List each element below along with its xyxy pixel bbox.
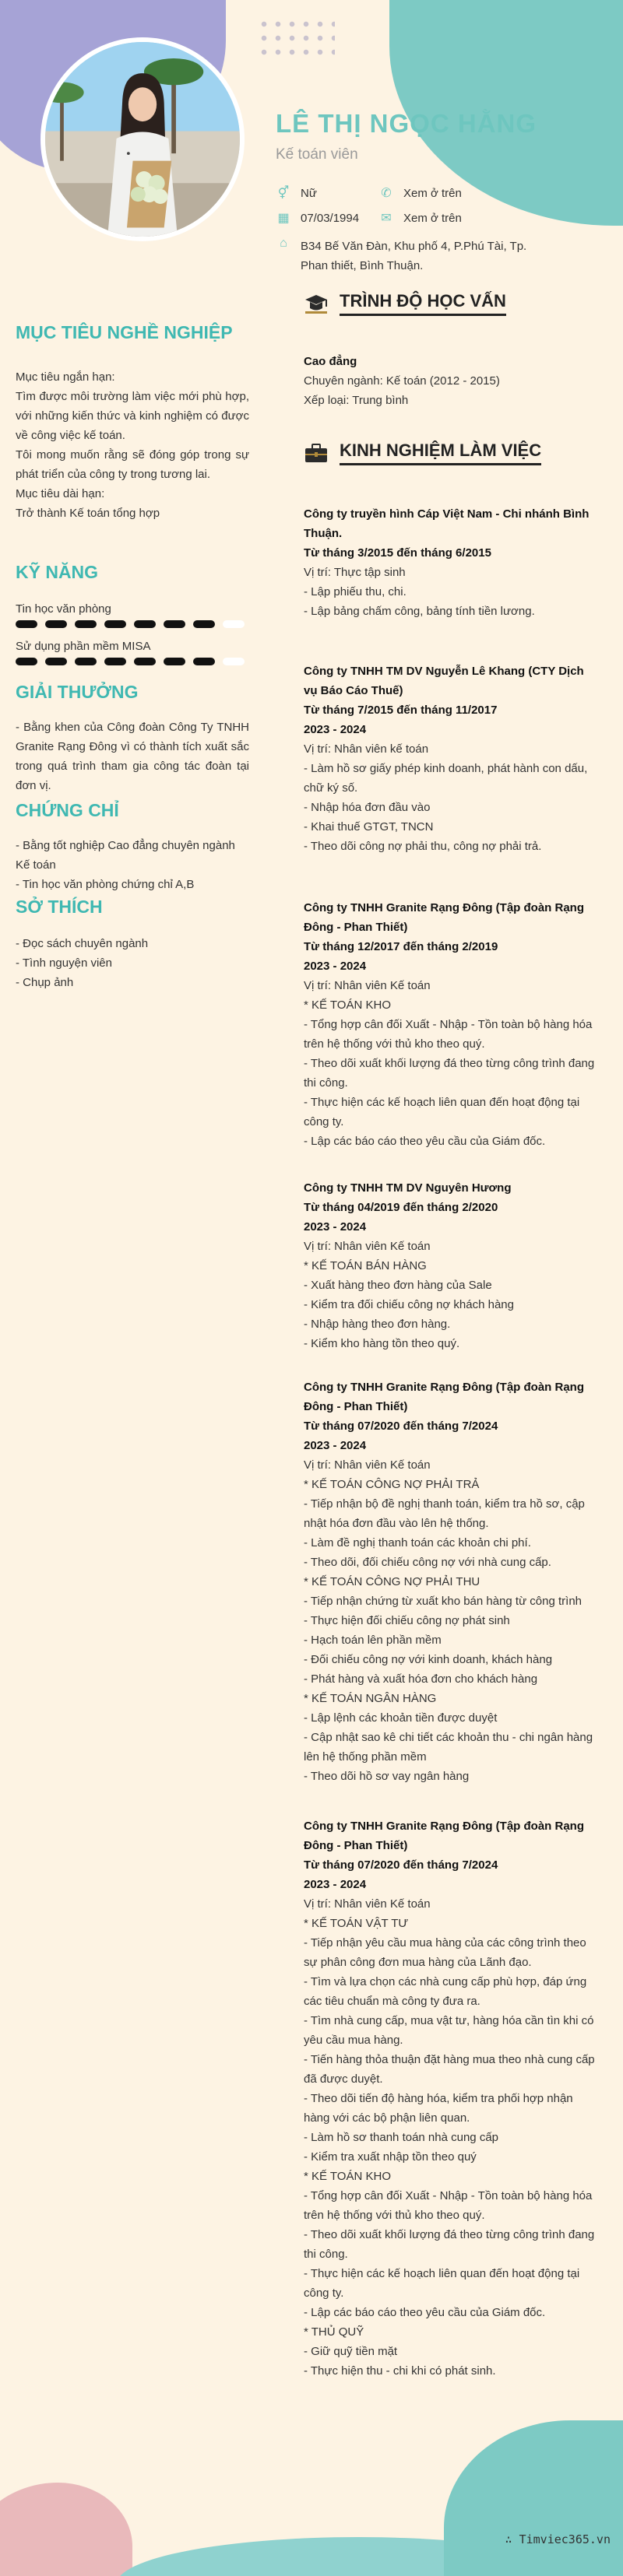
awards-heading: GIẢI THƯỞNG <box>16 682 139 702</box>
job-detail-line: * KẾ TOÁN CÔNG NỢ PHẢI THU <box>304 1575 480 1588</box>
skill-bar-segment <box>134 620 156 628</box>
job-entry <box>304 662 600 856</box>
job-detail-line: - Làm hồ sơ giấy phép kinh doanh, phát hành con dấu, chữ ký số. <box>304 762 588 795</box>
job-detail-line: * THỦ QUỸ <box>304 2325 364 2339</box>
awards-text: - Bằng khen của Công đoàn Công Ty TNHH Granite Rạng Đông vì có thành tích xuất sắc trong quá trình tham gia công tác đoàn tại đơn vị. <box>16 721 249 792</box>
job-detail-line: - Theo dõi xuất khối lượng đá theo từng công trình đang thi công. <box>304 1057 595 1090</box>
experience-heading: KINH NGHIỆM LÀM VIỆC <box>340 440 541 465</box>
objective-line: Tôi mong muốn rằng sẽ đóng góp trong sự phát triển của công ty trong tương lai. <box>16 448 249 481</box>
job-detail-line: - Theo dõi công nợ phải thu, công nợ phải trả. <box>304 840 542 853</box>
job-period: Từ tháng 04/2019 đến tháng 2/2020 <box>304 1201 498 1214</box>
education-school: Cao đẳng <box>304 355 357 368</box>
experience-section-header <box>304 440 541 465</box>
address-value <box>301 237 526 275</box>
job-detail-line: - Nhập hàng theo đơn hàng. <box>304 1318 451 1331</box>
certificates-list <box>16 836 249 894</box>
job-detail-line: - Lập phiếu thu, chi. <box>304 585 407 598</box>
job-detail-line: - Khai thuế GTGT, TNCN <box>304 820 434 834</box>
home-icon: ⌂ <box>280 237 287 250</box>
job-detail-line: - Tìm và lựa chọn các nhà cung cấp phù hợp, đáp ứng các tiêu chuẩn mà công ty đưa ra. <box>304 1975 587 2008</box>
job-detail-line: - Cập nhật sao kê chi tiết các khoản thu - chi ngân hàng lên hệ thống phần mềm <box>304 1731 593 1764</box>
briefcase-icon <box>304 442 329 464</box>
objective-line: Mục tiêu ngắn hạn: <box>16 370 115 384</box>
job-detail-line: - Tiến hàng thỏa thuận đặt hàng mua theo nhà cung cấp đã được duyệt. <box>304 2053 595 2086</box>
job-detail-line: - Phát hàng và xuất hóa đơn cho khách hàng <box>304 1672 538 1686</box>
education-heading: TRÌNH ĐỘ HỌC VẤN <box>340 291 506 316</box>
skill-bar-segment <box>223 620 245 628</box>
job-detail-line: * KẾ TOÁN KHO <box>304 998 391 1012</box>
job-years: 2023 - 2024 <box>304 1878 367 1891</box>
job-detail-line: - Thực hiện thu - chi khi có phát sinh. <box>304 2364 496 2378</box>
job-detail-line: - Theo dõi, đối chiếu công nợ với nhà cung cấp. <box>304 1556 551 1569</box>
phone-row <box>378 187 462 201</box>
skill-bar <box>16 657 249 666</box>
job-entry <box>304 1178 600 1353</box>
skill-bar-segment <box>75 620 97 628</box>
birthday-value: 07/03/1994 <box>301 212 360 225</box>
education-rank: Xếp loại: Trung bình <box>304 394 409 407</box>
job-detail-line: * KẾ TOÁN NGÂN HÀNG <box>304 1692 437 1705</box>
job-years: 2023 - 2024 <box>304 723 367 736</box>
mail-icon: ✉ <box>381 212 392 225</box>
hobby-item: - Chụp ảnh <box>16 976 74 989</box>
job-detail-line: - Thực hiện đối chiếu công nợ phát sinh <box>304 1614 510 1627</box>
hobby-item: - Đọc sách chuyên ngành <box>16 937 149 950</box>
portrait-photo <box>45 42 240 237</box>
job-detail-line: * KẾ TOÁN BÁN HÀNG <box>304 1259 427 1272</box>
certificate-item: - Bằng tốt nghiệp Cao đẳng chuyên ngành Kế toán <box>16 839 235 872</box>
job-entry <box>304 504 600 621</box>
skill-bar-segment <box>223 658 245 665</box>
job-period: Từ tháng 3/2015 đến tháng 6/2015 <box>304 546 491 560</box>
job-detail-line: - Thực hiện các kế hoạch liên quan đến hoạt động tại công ty. <box>304 1096 580 1128</box>
job-detail-line: - Kiểm tra xuất nhập tồn theo quý <box>304 2150 477 2164</box>
skill-bar-segment <box>134 658 156 665</box>
job-company: Công ty TNHH Granite Rạng Đông (Tập đoàn Rạng Đông - Phan Thiết) <box>304 1381 584 1413</box>
calendar-icon: ▦ <box>277 212 290 225</box>
skill-bar-segment <box>193 620 215 628</box>
job-entry <box>304 1816 600 2381</box>
job-title: Kế toán viên <box>276 146 358 163</box>
job-detail-line: Vị trí: Nhân viên Kế toán <box>304 1458 431 1472</box>
job-detail-line: Vị trí: Nhân viên Kế toán <box>304 979 431 992</box>
job-detail-line: - Xuất hàng theo đơn hàng của Sale <box>304 1279 492 1292</box>
objective-line: Mục tiêu dài hạn: <box>16 487 105 500</box>
education-section-header <box>304 291 506 316</box>
graduation-cap-icon <box>304 293 329 314</box>
skill-bar-segment <box>16 658 37 665</box>
job-detail-line: * KẾ TOÁN KHO <box>304 2170 391 2183</box>
candidate-name: LÊ THỊ NGỌC HẰNG <box>276 109 537 138</box>
job-detail-line: * KẾ TOÁN CÔNG NỢ PHẢI TRẢ <box>304 1478 480 1491</box>
address-row <box>276 237 540 275</box>
job-detail-line: - Lập lệnh các khoản tiền được duyệt <box>304 1711 498 1725</box>
certificate-item: - Tin học văn phòng chứng chỉ A,B <box>16 878 195 891</box>
skill-bar-segment <box>193 658 215 665</box>
skill-bar-segment <box>45 620 67 628</box>
job-detail-line: - Tiếp nhận yêu cầu mua hàng của các công trình theo sự phân công đơn mua hàng của Lãnh đạo. <box>304 1936 586 1969</box>
job-years: 2023 - 2024 <box>304 1220 367 1234</box>
objective-text <box>16 367 249 523</box>
gender-row <box>276 187 317 201</box>
job-detail-line: Vị trí: Thực tập sinh <box>304 566 406 579</box>
job-detail-line: - Kiểm kho hàng tồn theo quý. <box>304 1337 460 1350</box>
job-company: Công ty TNHH TM DV Nguyên Hương <box>304 1181 512 1195</box>
decor-blob-bottom-left <box>0 2483 132 2576</box>
job-detail-line: - Theo dõi xuất khối lượng đá theo từng công trình đang thi công. <box>304 2228 595 2261</box>
decor-dots <box>257 17 335 56</box>
job-company: Công ty TNHH Granite Rạng Đông (Tập đoàn Rạng Đông - Phan Thiết) <box>304 901 584 934</box>
job-detail-line: - Giữ quỹ tiền mặt <box>304 2345 398 2358</box>
skill-bar-segment <box>104 658 126 665</box>
job-entry <box>304 1377 600 1786</box>
skill-bar-segment <box>75 658 97 665</box>
job-company: Công ty TNHH Granite Rạng Đông (Tập đoàn Rạng Đông - Phan Thiết) <box>304 1820 584 1852</box>
skill-label: Tin học văn phòng <box>16 602 111 616</box>
address-line-1: B34 Bế Văn Đàn, Khu phố 4, P.Phú Tài, Tp. <box>301 240 527 253</box>
job-detail-line: - Thực hiện các kế hoạch liên quan đến hoạt động tại công ty. <box>304 2267 580 2300</box>
job-detail-line: - Tổng hợp cân đối Xuất - Nhập - Tồn toàn bộ hàng hóa trên hệ thống với thủ kho theo quý. <box>304 2189 593 2222</box>
job-detail-line: - Theo dõi hồ sơ vay ngân hàng <box>304 1770 470 1783</box>
skill-bar-segment <box>45 658 67 665</box>
birthday-row <box>276 212 359 226</box>
job-detail-line: - Tiếp nhận bộ đề nghị thanh toán, kiểm tra hồ sơ, cập nhật hóa đơn đầu vào lên hệ thống. <box>304 1497 585 1530</box>
job-detail-line: - Tiếp nhận chứng từ xuất kho bán hàng từ công trình <box>304 1595 583 1608</box>
education-body <box>304 352 600 410</box>
skill-bar-segment <box>164 620 185 628</box>
job-detail-line: * KẾ TOÁN VẬT TƯ <box>304 1917 409 1930</box>
hobbies-list <box>16 934 249 992</box>
email-value: Xem ở trên <box>403 212 462 225</box>
skill-bar-segment <box>104 620 126 628</box>
objective-heading: MỤC TIÊU NGHỀ NGHIỆP <box>16 322 233 342</box>
job-detail-line: - Lập bảng chấm công, bảng tính tiền lương. <box>304 605 535 618</box>
job-period: Từ tháng 12/2017 đến tháng 2/2019 <box>304 940 498 953</box>
objective-line: Trở thành Kế toán tổng hợp <box>16 507 160 520</box>
job-company: Công ty truyền hình Cáp Việt Nam - Chi nhánh Bình Thuận. <box>304 507 590 540</box>
job-detail-line: - Theo dõi tiến độ hàng hóa, kiểm tra phối hợp nhận hàng với các bộ phận liên quan. <box>304 2092 573 2125</box>
address-line-2: Phan thiết, Bình Thuận. <box>301 259 424 272</box>
job-detail-line: Vị trí: Nhân viên Kế toán <box>304 1240 431 1253</box>
hobbies-heading: SỞ THÍCH <box>16 897 103 917</box>
phone-value: Xem ở trên <box>403 187 462 200</box>
skill-bar <box>16 619 249 629</box>
job-detail-line: Vị trí: Nhân viên kế toán <box>304 742 429 756</box>
certificates-heading: CHỨNG CHỈ <box>16 800 119 820</box>
job-period: Từ tháng 07/2020 đến tháng 7/2024 <box>304 1420 498 1433</box>
job-detail-line: Vị trí: Nhân viên Kế toán <box>304 1897 431 1911</box>
job-years: 2023 - 2024 <box>304 960 367 973</box>
job-years: 2023 - 2024 <box>304 1439 367 1452</box>
job-company: Công ty TNHH TM DV Nguyễn Lê Khang (CTY Dịch vụ Báo Cáo Thuế) <box>304 665 584 697</box>
job-detail-line: - Làm đề nghị thanh toán các khoản chi phí. <box>304 1536 531 1549</box>
gender-icon: ⚥ <box>277 187 290 200</box>
job-detail-line: - Tìm nhà cung cấp, mua vật tư, hàng hóa cần tìn khi có yêu cầu mua hàng. <box>304 2014 594 2047</box>
decor-blob-bottom-right <box>444 2420 623 2576</box>
gender-value: Nữ <box>301 187 317 200</box>
job-detail-line: - Nhập hóa đơn đầu vào <box>304 801 431 814</box>
skills-heading: KỸ NĂNG <box>16 562 99 582</box>
phone-icon: ✆ <box>381 187 392 200</box>
job-detail-line: - Lập các báo cáo theo yêu cầu của Giám đốc. <box>304 2306 546 2319</box>
site-logo: ∴ Timviec365.vn <box>505 2532 611 2546</box>
job-detail-line: - Tổng hợp cân đối Xuất - Nhập - Tồn toàn bộ hàng hóa trên hệ thống với thủ kho theo quý. <box>304 1018 593 1051</box>
skill-bar-segment <box>164 658 185 665</box>
job-detail-line: - Kiểm tra đối chiếu công nợ khách hàng <box>304 1298 514 1311</box>
job-entry <box>304 898 600 1151</box>
job-detail-line: - Lập các báo cáo theo yêu cầu của Giám đốc. <box>304 1135 546 1148</box>
job-detail-line: - Đối chiếu công nợ với kinh doanh, khách hàng <box>304 1653 553 1666</box>
education-major: Chuyên ngành: Kế toán (2012 - 2015) <box>304 374 500 388</box>
site-logo-text: Timviec365.vn <box>519 2532 611 2546</box>
skill-label: Sử dụng phần mềm MISA <box>16 640 151 653</box>
avatar <box>40 37 245 241</box>
skill-bar-segment <box>16 620 37 628</box>
objective-line: Tìm được môi trường làm việc mới phù hợp, với những kiến thức và kinh nghiệm có được về công việc kế toán. <box>16 390 249 442</box>
job-detail-line: - Hạch toán lên phần mềm <box>304 1634 442 1647</box>
email-row <box>378 212 462 226</box>
hobby-item: - Tình nguyện viên <box>16 956 112 970</box>
job-period: Từ tháng 07/2020 đến tháng 7/2024 <box>304 1858 498 1872</box>
job-detail-line: - Làm hồ sơ thanh toán nhà cung cấp <box>304 2131 499 2144</box>
job-period: Từ tháng 7/2015 đến tháng 11/2017 <box>304 704 498 717</box>
